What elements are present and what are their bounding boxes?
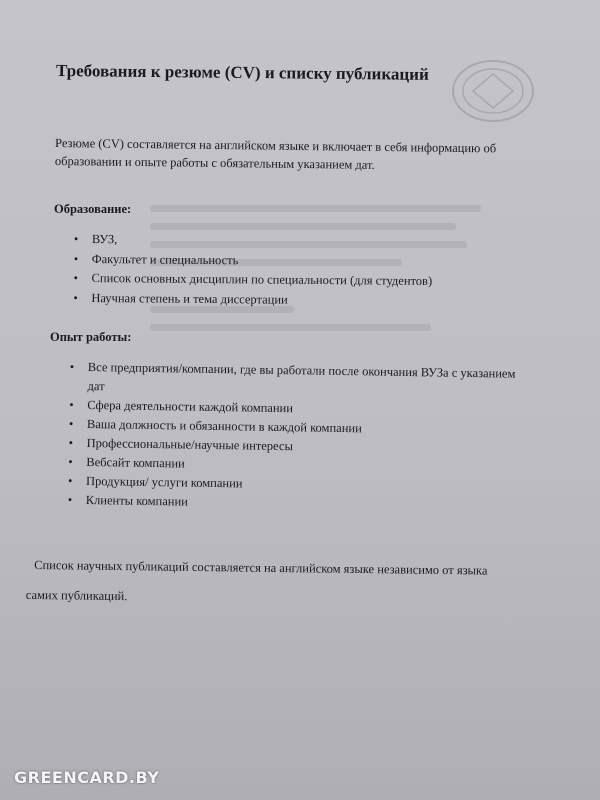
bullet-icon: • (69, 397, 74, 412)
list-item: • Ваша должность и обязанности в каждой компании (68, 416, 362, 436)
list-item: • Сфера деятельности каждой компании (69, 397, 294, 416)
document-title: Требования к резюме (CV) и списку публикаций (55, 61, 429, 84)
education-list (73, 230, 433, 311)
bullet-icon: • (68, 416, 74, 431)
publications-line-2: самих публикаций. (25, 587, 128, 604)
bullet-icon: • (67, 473, 73, 488)
list-item: • Научная степень и тема диссертации (73, 290, 288, 307)
intro-line-1: Резюме (CV) составляется на английском языке и включает в себя информацию об (55, 136, 497, 156)
list-item: • Список основных дисциплин по специальности (для студентов) (73, 270, 433, 288)
bullet-icon: • (73, 251, 79, 266)
bullet-icon: • (73, 290, 78, 305)
bullet-icon: • (73, 231, 79, 246)
intro-line-2: образовании и опыте работы с обязательным указанием дат. (54, 153, 375, 172)
list-item: • Клиенты компании (67, 492, 189, 509)
list-item: • Вебсайт компании (68, 454, 185, 471)
list-item-continuation: дат (87, 378, 105, 394)
work-list (67, 358, 516, 517)
publications-line-1: Список научных публикаций составляется на английском языке независимо от языка (34, 558, 488, 578)
publications-paragraph (25, 550, 488, 616)
site-watermark: GREENCARD.BY (14, 768, 160, 787)
list-item: • Все предприятия/компании, где вы работали после окончания ВУЗа с указанием (69, 359, 516, 381)
work-heading: Опыт работы: (50, 330, 132, 344)
intro-paragraph (55, 134, 496, 175)
list-item: • Продукция/ услуги компании (67, 473, 243, 491)
bullet-icon: • (67, 492, 73, 507)
bullet-icon: • (68, 454, 73, 469)
bullet-icon: • (73, 270, 79, 285)
bullet-icon: • (68, 435, 74, 450)
list-item: • Профессиональные/научные интересы (68, 435, 294, 454)
education-heading: Образование: (54, 202, 132, 216)
list-item: • Факультет и специальность (92, 249, 433, 271)
seal-watermark-icon (448, 56, 538, 126)
bullet-icon: • (69, 359, 75, 374)
list-item: • ВУЗ, (92, 230, 433, 252)
